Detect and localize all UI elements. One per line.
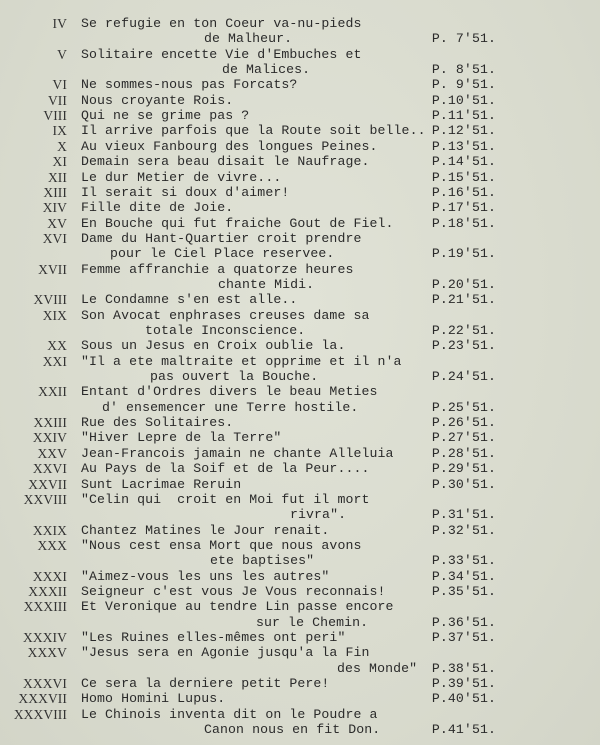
toc-entry	[0, 446, 600, 461]
page-reference: P.21'51.	[431, 292, 496, 308]
chapter-title: rivra".	[290, 507, 347, 523]
chapter-numeral: XVI	[42, 230, 67, 246]
toc-entry	[0, 384, 600, 399]
toc-entry-continuation	[0, 31, 600, 46]
page-reference: P.26'51.	[431, 415, 496, 431]
toc-entry-continuation	[0, 615, 600, 630]
page-reference: P.27'51.	[431, 430, 496, 446]
chapter-title: Son Avocat enphrases creuses dame sa	[81, 307, 370, 323]
chapter-numeral: XVIII	[33, 292, 67, 308]
chapter-title: Se refugie en ton Coeur va-nu-pieds	[81, 16, 362, 31]
chapter-numeral: VIII	[43, 108, 67, 124]
page-reference: P.40'51.	[431, 691, 496, 707]
toc-entry	[0, 216, 600, 231]
chapter-title: Ce sera la derniere petit Pere!	[81, 676, 330, 692]
toc-entry	[0, 645, 600, 660]
chapter-title: Seigneur c'est vous Je Vous reconnais!	[81, 583, 386, 599]
chapter-title: Le dur Metier de vivre...	[81, 169, 282, 185]
page-reference: P.28'51.	[431, 445, 496, 461]
toc-entry	[0, 170, 600, 185]
chapter-numeral: V	[57, 46, 67, 62]
chapter-title: Sunt Lacrimae Reruin	[81, 476, 242, 492]
toc-entry-continuation	[0, 661, 600, 676]
chapter-numeral: XXVII	[28, 476, 67, 492]
toc-entry	[0, 77, 600, 92]
chapter-title: "Celin qui croit en Moi fut il mort	[81, 491, 370, 507]
toc-entry	[0, 47, 600, 62]
chapter-numeral: XXXIII	[23, 599, 67, 615]
toc-entry	[0, 477, 600, 492]
chapter-title: Canon nous en fit Don.	[204, 722, 381, 738]
toc-entry	[0, 308, 600, 323]
chapter-numeral: XI	[52, 154, 67, 170]
page-reference: P. 9'51.	[431, 77, 496, 93]
chapter-numeral: XXXV	[27, 645, 67, 661]
page-reference: P.29'51.	[431, 461, 496, 477]
toc-entry	[0, 676, 600, 691]
page-reference: P. 7'51.	[431, 31, 496, 47]
page-reference: P.39'51.	[431, 676, 496, 692]
page-reference: P.10'51.	[431, 92, 496, 108]
page-reference: P.18'51.	[431, 215, 496, 231]
toc-entry	[0, 630, 600, 645]
toc-entry	[0, 523, 600, 538]
chapter-title: Il serait si doux d'aimer!	[81, 184, 290, 200]
page-reference: P.31'51.	[431, 507, 496, 523]
toc-entry	[0, 415, 600, 430]
chapter-numeral: XIX	[42, 307, 67, 323]
chapter-numeral: XXI	[42, 353, 67, 369]
page-reference: P.35'51.	[431, 583, 496, 599]
toc-entry-continuation	[0, 722, 600, 737]
page-reference: P.14'51.	[431, 154, 496, 170]
page-reference: P. 8'51.	[431, 62, 496, 78]
toc-entry	[0, 584, 600, 599]
chapter-title: Au vieux Fanbourg des longues Peines.	[81, 138, 378, 154]
chapter-title: En Bouche qui fut fraiche Gout de Fiel.	[81, 215, 394, 231]
chapter-title: Homo Homini Lupus.	[81, 691, 226, 707]
chapter-title: Ne sommes-nous pas Forcats?	[81, 77, 298, 93]
toc-entry	[0, 338, 600, 353]
chapter-title: des Monde"	[337, 660, 418, 676]
page-reference: P.19'51.	[431, 246, 496, 262]
chapter-title: Solitaire encette Vie d'Embuches et	[81, 46, 362, 62]
page-reference: P.37'51.	[431, 630, 496, 645]
chapter-title: Femme affranchie a quatorze heures	[81, 261, 354, 277]
page-reference: P.33'51.	[431, 553, 496, 569]
chapter-numeral: XXVIII	[23, 491, 67, 507]
chapter-title: sur le Chemin.	[256, 614, 369, 630]
toc-entry	[0, 492, 600, 507]
chapter-numeral: XIII	[43, 184, 67, 200]
chapter-title: Au Pays de la Soif et de la Peur....	[81, 461, 370, 477]
chapter-title: Le Condamne s'en est alle..	[81, 292, 298, 308]
chapter-title: "Il a ete maltraite et opprime et il n'a	[81, 353, 402, 369]
page-reference: P.32'51.	[431, 522, 496, 538]
chapter-numeral: VII	[47, 92, 67, 108]
page-reference: P.16'51.	[431, 184, 496, 200]
toc-entry-continuation	[0, 277, 600, 292]
page-reference: P.12'51.	[431, 123, 496, 139]
toc-entry-continuation	[0, 400, 600, 415]
chapter-title: chante Midi.	[218, 276, 315, 292]
toc-entry	[0, 139, 600, 154]
chapter-numeral: IV	[52, 16, 67, 31]
chapter-numeral: XII	[47, 169, 67, 185]
toc-entry-continuation	[0, 323, 600, 338]
page-reference: P.22'51.	[431, 323, 496, 338]
page-reference: P.36'51.	[431, 614, 496, 630]
page-reference: P.38'51.	[431, 660, 496, 676]
chapter-numeral: VI	[52, 77, 67, 93]
chapter-title: "Hiver Lepre de la Terre"	[81, 430, 282, 446]
chapter-numeral: XXVI	[32, 461, 67, 477]
chapter-numeral: X	[57, 138, 67, 154]
chapter-numeral: XXIII	[33, 415, 67, 431]
toc-entry	[0, 154, 600, 169]
toc-entry	[0, 292, 600, 307]
page-reference: P.23'51.	[431, 338, 496, 354]
page-reference: P.30'51.	[431, 476, 496, 492]
toc-entry-continuation	[0, 246, 600, 261]
toc-entry	[0, 707, 600, 722]
chapter-numeral: XXXIV	[23, 630, 67, 645]
toc-entry	[0, 262, 600, 277]
chapter-numeral: XIV	[42, 200, 67, 216]
chapter-title: Jean-Francois jamain ne chante Alleluia	[81, 445, 394, 461]
toc-entry	[0, 108, 600, 123]
chapter-numeral: XXV	[37, 445, 67, 461]
chapter-title: Rue des Solitaires.	[81, 415, 234, 431]
page-reference: P.41'51.	[431, 722, 496, 738]
toc-entry	[0, 123, 600, 138]
toc-entry-continuation	[0, 553, 600, 568]
toc-entry	[0, 185, 600, 200]
toc-entry	[0, 691, 600, 706]
toc-entry	[0, 231, 600, 246]
page-reference: P.13'51.	[431, 138, 496, 154]
chapter-title: ete baptises"	[210, 553, 315, 569]
chapter-numeral: XXXVI	[23, 676, 67, 692]
chapter-numeral: XXIX	[32, 522, 67, 538]
chapter-title: Et Veronique au tendre Lin passe encore	[81, 599, 394, 615]
chapter-title: de Malices.	[222, 62, 311, 78]
chapter-title: Sous un Jesus en Croix oublie la.	[81, 338, 346, 354]
chapter-title: "Les Ruines elles-mêmes ont peri"	[81, 630, 346, 645]
chapter-numeral: XXX	[37, 537, 67, 553]
chapter-title: d' ensemencer une Terre hostile.	[102, 399, 359, 415]
chapter-title: Il arrive parfois que la Route soit belle..	[81, 123, 426, 139]
chapter-numeral: XX	[47, 338, 67, 354]
page-reference: P.24'51.	[431, 369, 496, 385]
page-reference: P.20'51.	[431, 276, 496, 292]
chapter-title: Dame du Hant-Quartier croit prendre	[81, 230, 362, 246]
toc-entry-continuation	[0, 62, 600, 77]
toc-entry	[0, 430, 600, 445]
chapter-numeral: XXXII	[28, 583, 67, 599]
page-reference: P.11'51.	[431, 108, 496, 124]
toc-entry	[0, 354, 600, 369]
chapter-numeral: XXXVII	[18, 691, 67, 707]
toc-entry	[0, 93, 600, 108]
chapter-numeral: XXXI	[32, 568, 67, 584]
chapter-numeral: IX	[52, 123, 67, 139]
chapter-title: de Malheur.	[204, 31, 293, 47]
toc-entry-continuation	[0, 369, 600, 384]
page-reference: P.15'51.	[431, 169, 496, 185]
chapter-title: pas ouvert la Bouche.	[150, 369, 319, 385]
toc-entry	[0, 461, 600, 476]
chapter-title: Qui ne se grime pas ?	[81, 108, 250, 124]
chapter-title: pour le Ciel Place reservee.	[110, 246, 335, 262]
chapter-title: Nous croyante Rois.	[81, 92, 234, 108]
chapter-numeral: XV	[47, 215, 67, 231]
chapter-title: Le Chinois inventa dit on le Poudre a	[81, 706, 378, 722]
toc-entry	[0, 16, 600, 31]
chapter-title: totale Inconscience.	[145, 323, 306, 338]
chapter-numeral: XXIV	[32, 430, 67, 446]
toc-entry	[0, 538, 600, 553]
page-reference: P.25'51.	[431, 399, 496, 415]
toc-entry	[0, 599, 600, 614]
page-reference: P.34'51.	[431, 568, 496, 584]
chapter-numeral: XVII	[38, 261, 67, 277]
chapter-title: "Aimez-vous les uns les autres"	[81, 568, 330, 584]
chapter-numeral: XXII	[38, 384, 67, 400]
chapter-title: Entant d'Ordres divers le beau Meties	[81, 384, 378, 400]
toc-entry	[0, 200, 600, 215]
chapter-title: "Nous cest ensa Mort que nous avons	[81, 537, 362, 553]
chapter-title: "Jesus sera en Agonie jusqu'a la Fin	[81, 645, 370, 661]
chapter-title: Chantez Matines le Jour renait.	[81, 522, 330, 538]
chapter-title: Fille dite de Joie.	[81, 200, 234, 216]
page-reference: P.17'51.	[431, 200, 496, 216]
chapter-numeral: XXXVIII	[13, 706, 67, 722]
chapter-title: Demain sera beau disait le Naufrage.	[81, 154, 370, 170]
toc-entry	[0, 569, 600, 584]
toc-entry-continuation	[0, 507, 600, 522]
